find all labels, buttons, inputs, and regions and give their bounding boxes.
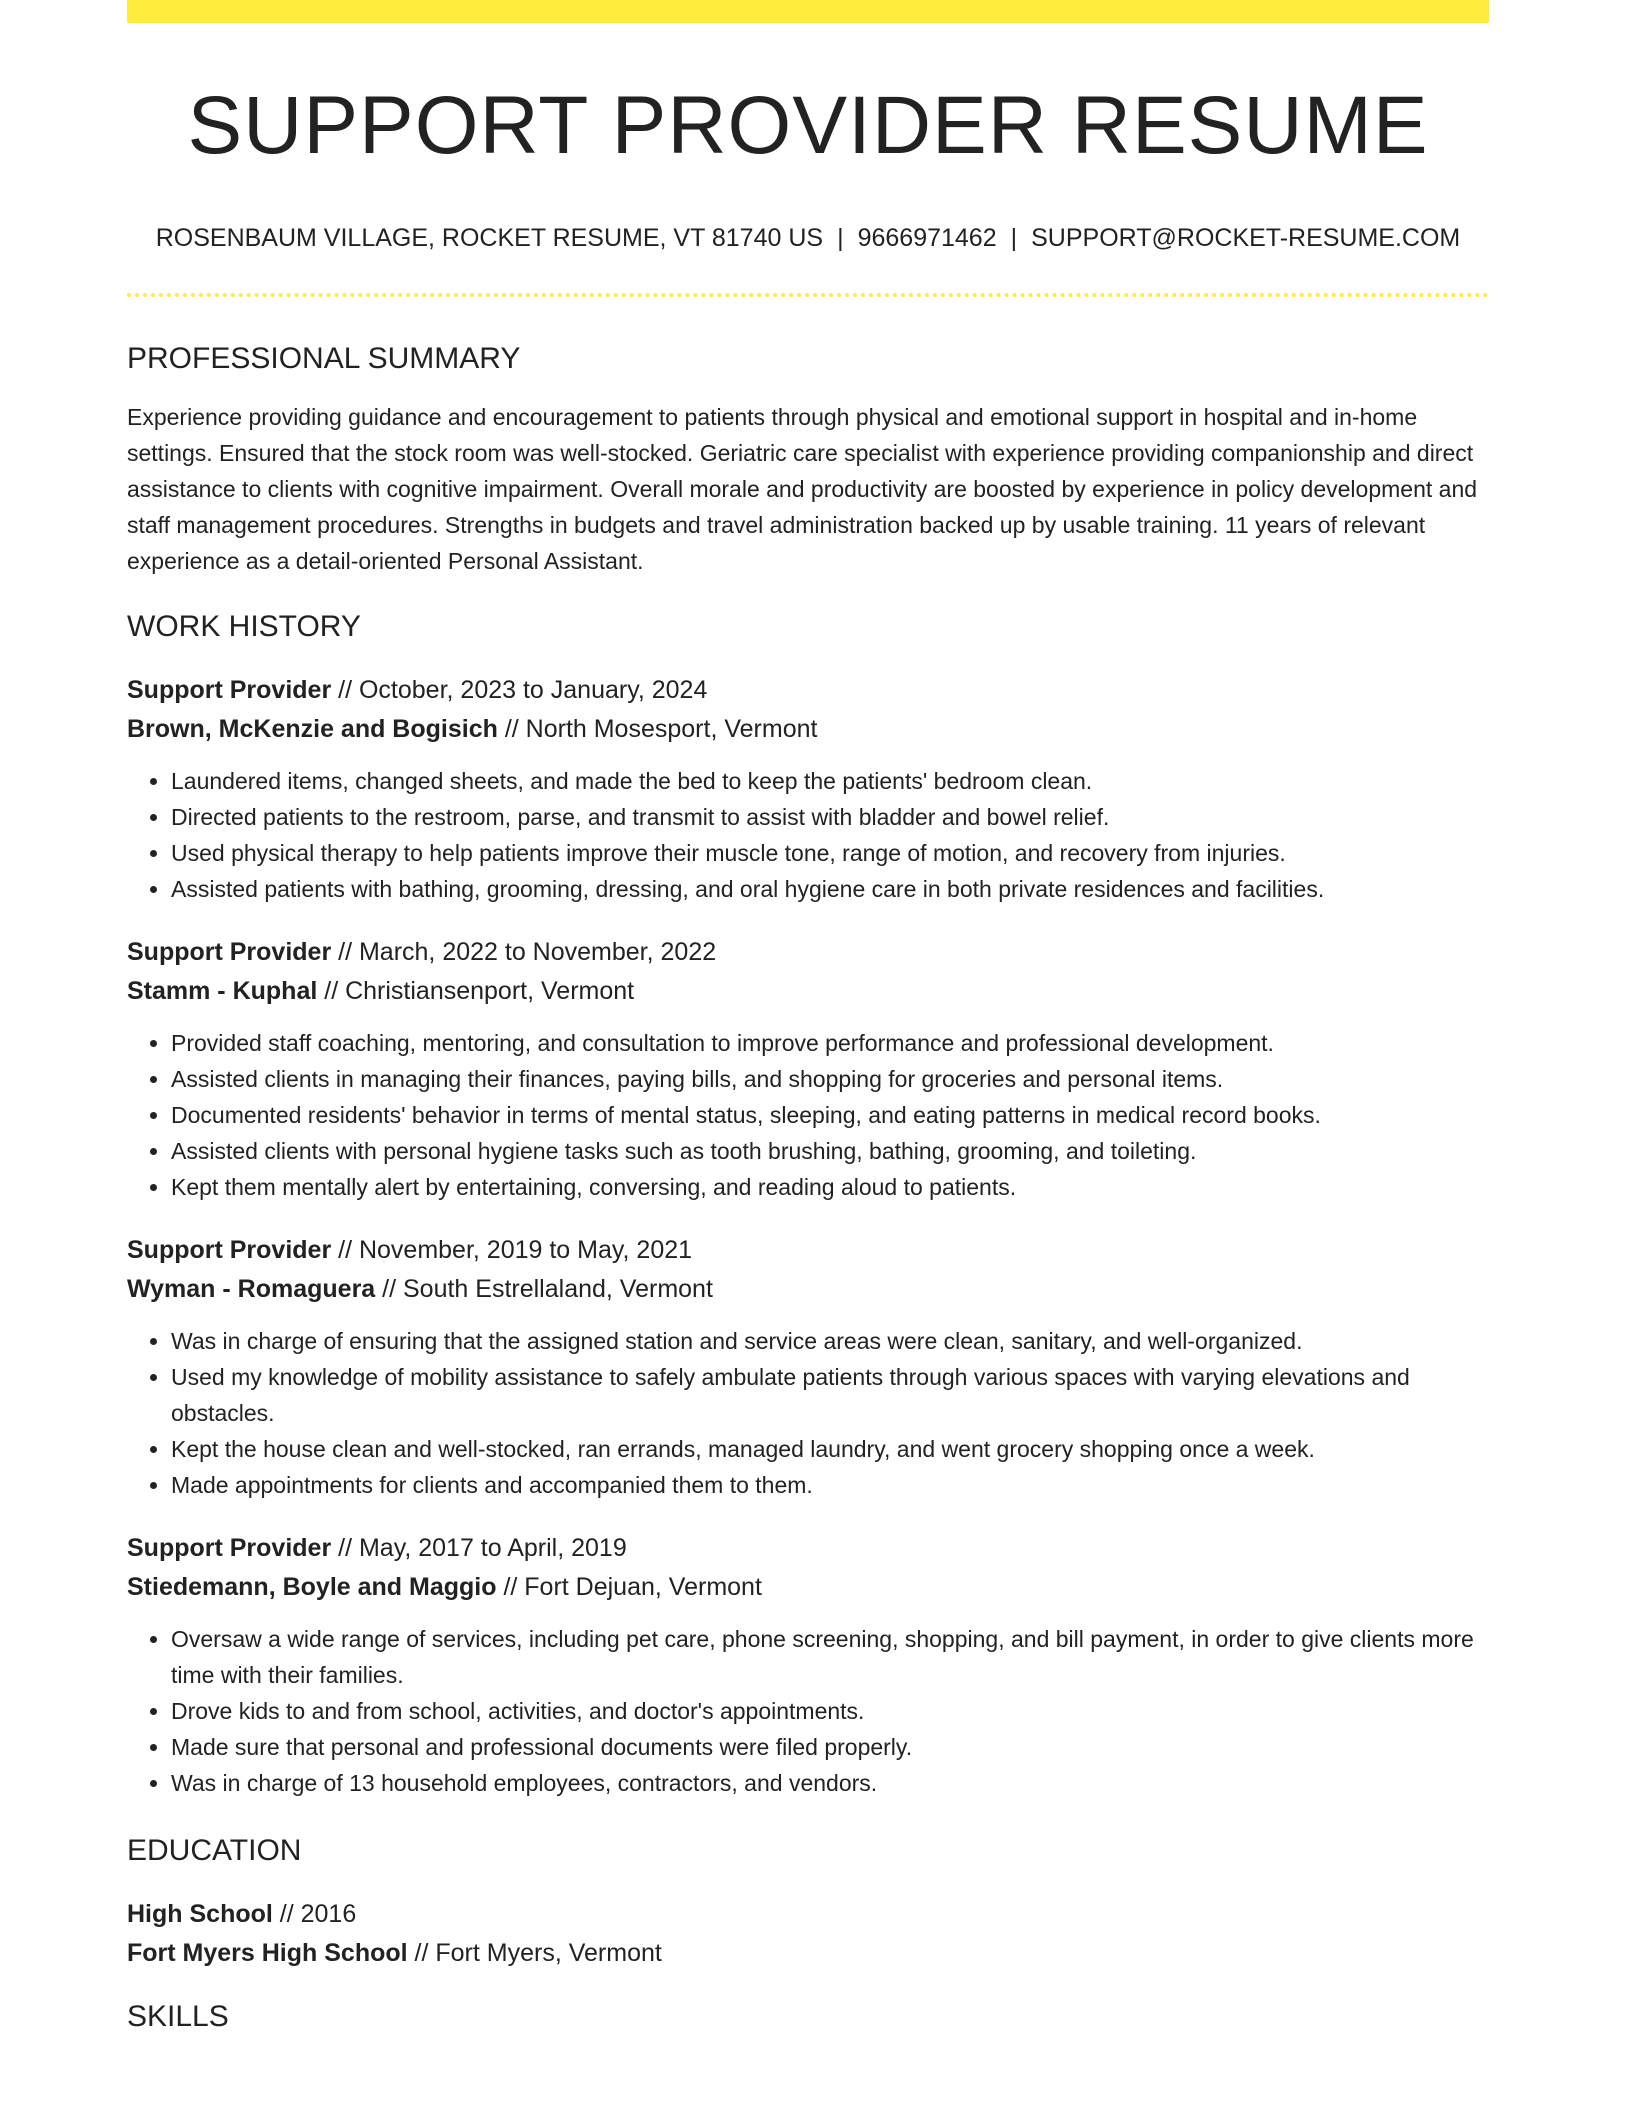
list-item: • Kept the house clean and well-stocked, ran errands, managed laundry, and went grocery shopping once a week. bbox=[171, 1431, 1489, 1467]
list-item: • Used my knowledge of mobility assistance to safely ambulate patients through various spaces with varying elevations and obstacles. bbox=[171, 1359, 1489, 1431]
job-entry bbox=[127, 933, 1489, 1205]
list-item: • Made sure that personal and professional documents were filed properly. bbox=[171, 1729, 1489, 1765]
job-title: Support Provider bbox=[127, 938, 332, 966]
education-school-line bbox=[127, 1934, 1489, 1973]
contact-line bbox=[127, 223, 1489, 253]
dotted-divider bbox=[127, 293, 1489, 297]
job-location: // Fort Dejuan, Vermont bbox=[496, 1573, 762, 1601]
job-company: Stiedemann, Boyle and Maggio bbox=[127, 1573, 497, 1601]
education-heading: EDUCATION bbox=[127, 1834, 302, 1867]
resume-page bbox=[127, 0, 1489, 2035]
contact-separator: | bbox=[1010, 224, 1018, 252]
job-title-line bbox=[127, 671, 1489, 710]
job-title: Support Provider bbox=[127, 1534, 332, 1562]
list-item: • Was in charge of ensuring that the assigned station and service areas were clean, sanitary, and well-organized. bbox=[171, 1323, 1489, 1359]
job-entry bbox=[127, 671, 1489, 907]
job-entry bbox=[127, 1231, 1489, 1503]
education-year: // 2016 bbox=[272, 1900, 357, 1928]
work-history-heading: WORK HISTORY bbox=[127, 610, 361, 643]
job-company-line bbox=[127, 1270, 1489, 1309]
job-company: Wyman - Romaguera bbox=[127, 1275, 376, 1303]
education-degree: High School bbox=[127, 1900, 273, 1928]
contact-email[interactable]: SUPPORT@ROCKET-RESUME.COM bbox=[1031, 224, 1461, 252]
job-location: // Christiansenport, Vermont bbox=[317, 977, 635, 1005]
contact-address: ROSENBAUM VILLAGE, ROCKET RESUME, VT 81740 US bbox=[155, 224, 824, 252]
job-title-line bbox=[127, 1231, 1489, 1270]
job-company-line bbox=[127, 972, 1489, 1011]
job-bullets bbox=[127, 763, 1489, 907]
list-item: • Documented residents' behavior in terms of mental status, sleeping, and eating patterns in medical record books. bbox=[171, 1097, 1489, 1133]
job-dates: // March, 2022 to November, 2022 bbox=[331, 938, 717, 966]
contact-separator: | bbox=[837, 224, 844, 252]
list-item: • Laundered items, changed sheets, and made the bed to keep the patients' bedroom clean. bbox=[171, 763, 1489, 799]
job-dates: // November, 2019 to May, 2021 bbox=[331, 1236, 693, 1264]
list-item: • Kept them mentally alert by entertaining, conversing, and reading aloud to patients. bbox=[171, 1169, 1489, 1205]
education-degree-line bbox=[127, 1895, 1489, 1934]
list-item: • Assisted clients with personal hygiene tasks such as tooth brushing, bathing, grooming, and toileting. bbox=[171, 1133, 1489, 1169]
list-item: • Directed patients to the restroom, parse, and transmit to assist with bladder and bowel relief. bbox=[171, 799, 1489, 835]
education-school: Fort Myers High School bbox=[127, 1939, 408, 1967]
job-company-line bbox=[127, 1568, 1489, 1607]
accent-top-bar bbox=[127, 0, 1489, 23]
job-entry bbox=[127, 1529, 1489, 1801]
list-item: • Provided staff coaching, mentoring, and consultation to improve performance and professional development. bbox=[171, 1025, 1489, 1061]
job-company: Brown, McKenzie and Bogisich bbox=[127, 715, 498, 743]
resume-title: SUPPORT PROVIDER RESUME bbox=[187, 80, 1429, 171]
job-bullets bbox=[127, 1621, 1489, 1801]
education-location: // Fort Myers, Vermont bbox=[407, 1939, 662, 1967]
list-item: • Made appointments for clients and accompanied them to them. bbox=[171, 1467, 1489, 1503]
job-dates: // October, 2023 to January, 2024 bbox=[331, 676, 708, 704]
education-entry bbox=[127, 1895, 1489, 1973]
job-title: Support Provider bbox=[127, 1236, 332, 1264]
list-item: • Was in charge of 13 household employees, contractors, and vendors. bbox=[171, 1765, 1489, 1801]
job-bullets bbox=[127, 1025, 1489, 1205]
job-title-line bbox=[127, 1529, 1489, 1568]
skills-heading: SKILLS bbox=[127, 2000, 229, 2033]
list-item: • Drove kids to and from school, activities, and doctor's appointments. bbox=[171, 1693, 1489, 1729]
summary-text: Experience providing guidance and encouragement to patients through physical and emotional support in hospital and in-home settings. Ensured that the stock room was well-stocked. Geriatric care specialist with experience providing companionship and direct assistance to clients with cognitive impairment. Overall morale and productivity are boosted by experience in policy development and staff management procedures. Strengths in budgets and travel administration backed up by usable training. 11 years of relevant experience as a detail-oriented Personal Assistant. bbox=[127, 404, 1478, 574]
contact-phone: 9666971462 bbox=[857, 224, 997, 252]
job-location: // South Estrellaland, Vermont bbox=[375, 1275, 713, 1303]
list-item: • Assisted patients with bathing, grooming, dressing, and oral hygiene care in both private residences and facilities. bbox=[171, 871, 1489, 907]
job-location: // North Mosesport, Vermont bbox=[497, 715, 818, 743]
job-company-line bbox=[127, 710, 1489, 749]
job-dates: // May, 2017 to April, 2019 bbox=[331, 1534, 627, 1562]
job-title-line bbox=[127, 933, 1489, 972]
list-item: • Assisted clients in managing their finances, paying bills, and shopping for groceries and personal items. bbox=[171, 1061, 1489, 1097]
job-bullets bbox=[127, 1323, 1489, 1503]
job-company: Stamm - Kuphal bbox=[127, 977, 318, 1005]
job-title: Support Provider bbox=[127, 676, 332, 704]
list-item: • Used physical therapy to help patients improve their muscle tone, range of motion, and recovery from injuries. bbox=[171, 835, 1489, 871]
summary-heading: PROFESSIONAL SUMMARY bbox=[127, 342, 521, 375]
list-item: • Oversaw a wide range of services, including pet care, phone screening, shopping, and bill payment, in order to give clients more time with their families. bbox=[171, 1621, 1489, 1693]
